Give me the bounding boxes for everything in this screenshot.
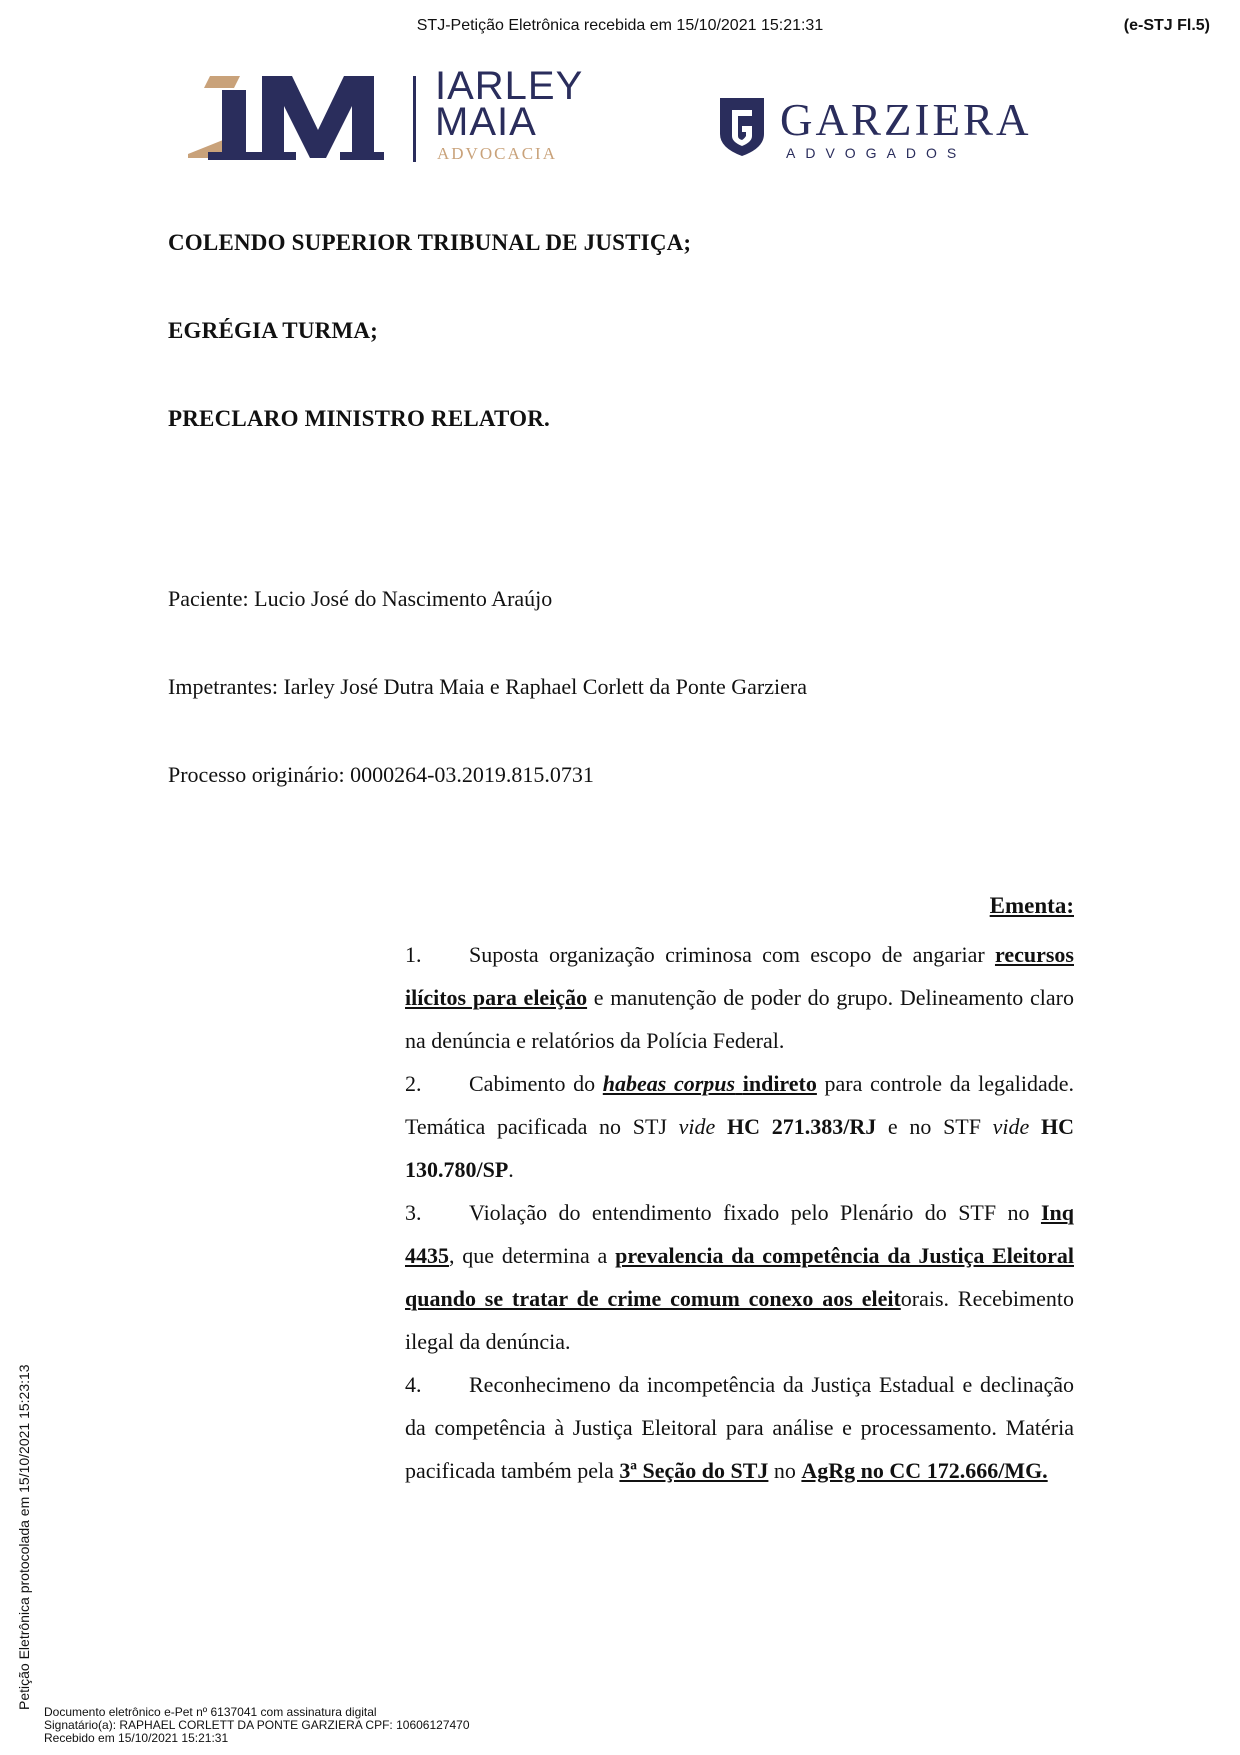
item-emphasis: recursos ilícitos para eleição [405,942,1074,1010]
address-judge: PRECLARO MINISTRO RELATOR. [168,406,550,431]
item-space [735,1071,743,1096]
im-monogram-icon [188,72,403,164]
footer-line: Signatário(a): RAPHAEL CORLETT DA PONTE GARZIERA CPF: 10606127470 [44,1718,470,1732]
item-text: orais. Recebimento ilegal da denúncia. [405,1286,1074,1354]
origin-process-line: Processo originário: 0000264-03.2019.815.0731 [168,762,594,787]
item-number: 4. [405,1372,422,1397]
logo-subtitle: ADVOGADOS [786,145,967,161]
address-panel: EGRÉGIA TURMA; [168,318,379,343]
reception-stamp: STJ-Petição Eletrônica recebida em 15/10/2021 15:21:31 [416,17,824,34]
logo-name-line2: MAIA [435,100,537,144]
ementa-body [405,933,1074,1492]
item-text: no [768,1458,802,1483]
ementa-item-1 [405,933,1074,1062]
item-text: e no STF [876,1114,993,1139]
item-text: Cabimento do [469,1071,603,1096]
ementa-item-2 [405,1062,1074,1191]
page-reference: (e-STJ Fl.5) [1123,17,1210,34]
item-text: , que determina a [449,1243,616,1268]
item-space [715,1114,727,1139]
logo-divider [413,76,416,162]
item-citation: HC 271.383/RJ [727,1114,877,1139]
item-emphasis: prevalencia da competência da Justiça Eleitoral quando se tratar de crime comum conexo aos eleit [405,1243,1074,1311]
item-number: 3. [405,1200,422,1225]
g-shield-icon [718,96,766,158]
item-emphasis: indireto [742,1071,817,1096]
item-text: Violação do entendimento fixado pelo Plenário do STF no [469,1200,1041,1225]
garziera-logo [718,96,1058,166]
petitioners-line: Impetrantes: Iarley José Dutra Maia e Raphael Corlett da Ponte Garziera [168,674,807,699]
item-emphasis: 3ª Seção do STJ [619,1458,769,1483]
item-space [1029,1114,1041,1139]
item-italic: vide [678,1114,716,1139]
item-number: 1. [405,942,422,967]
item-number: 2. [405,1071,422,1096]
address-court: COLENDO SUPERIOR TRIBUNAL DE JUSTIÇA; [168,230,692,255]
item-italic: vide [992,1114,1030,1139]
item-emphasis: habeas corpus [602,1071,736,1096]
iarley-maia-logo [188,64,608,172]
logo-subtitle: ADVOCACIA [437,144,557,163]
item-emphasis: AgRg no CC 172.666/MG. [801,1458,1048,1483]
digital-signature-footer [44,1706,470,1745]
logo-name-line1: IARLEY [435,64,584,108]
ementa-item-4 [405,1363,1074,1492]
item-text: Reconhecimeno da incompetência da Justiça Estadual e declinação da competência à Justiça Eleitoral para análise e processamento. Matéria pacificada também pela [405,1372,1074,1483]
logo-name [435,64,584,144]
patient-line: Paciente: Lucio José do Nascimento Araújo [168,586,553,611]
logo-name: GARZIERA [780,95,1032,145]
ementa-title: Ementa: [989,893,1074,918]
item-citation: HC 130.780/SP [405,1114,1075,1182]
item-text: Suposta organização criminosa com escopo de angariar [469,942,995,967]
item-text: para controle da legalidade. Temática pacificada no STJ [405,1071,1074,1139]
ementa-item-3 [405,1191,1074,1363]
item-text: e manutenção de poder do grupo. Delineamento claro na denúncia e relatórios da Polícia Federal. [405,985,1074,1053]
footer-line: Documento eletrônico e-Pet nº 6137041 com assinatura digital [44,1705,377,1719]
item-text: . [508,1157,514,1182]
footer-line: Recebido em 15/10/2021 15:21:31 [44,1731,229,1745]
protocol-side-stamp: Petição Eletrônica protocolada em 15/10/2021 15:23:13 [16,1364,32,1710]
item-emphasis: Inq 4435 [405,1200,1074,1268]
